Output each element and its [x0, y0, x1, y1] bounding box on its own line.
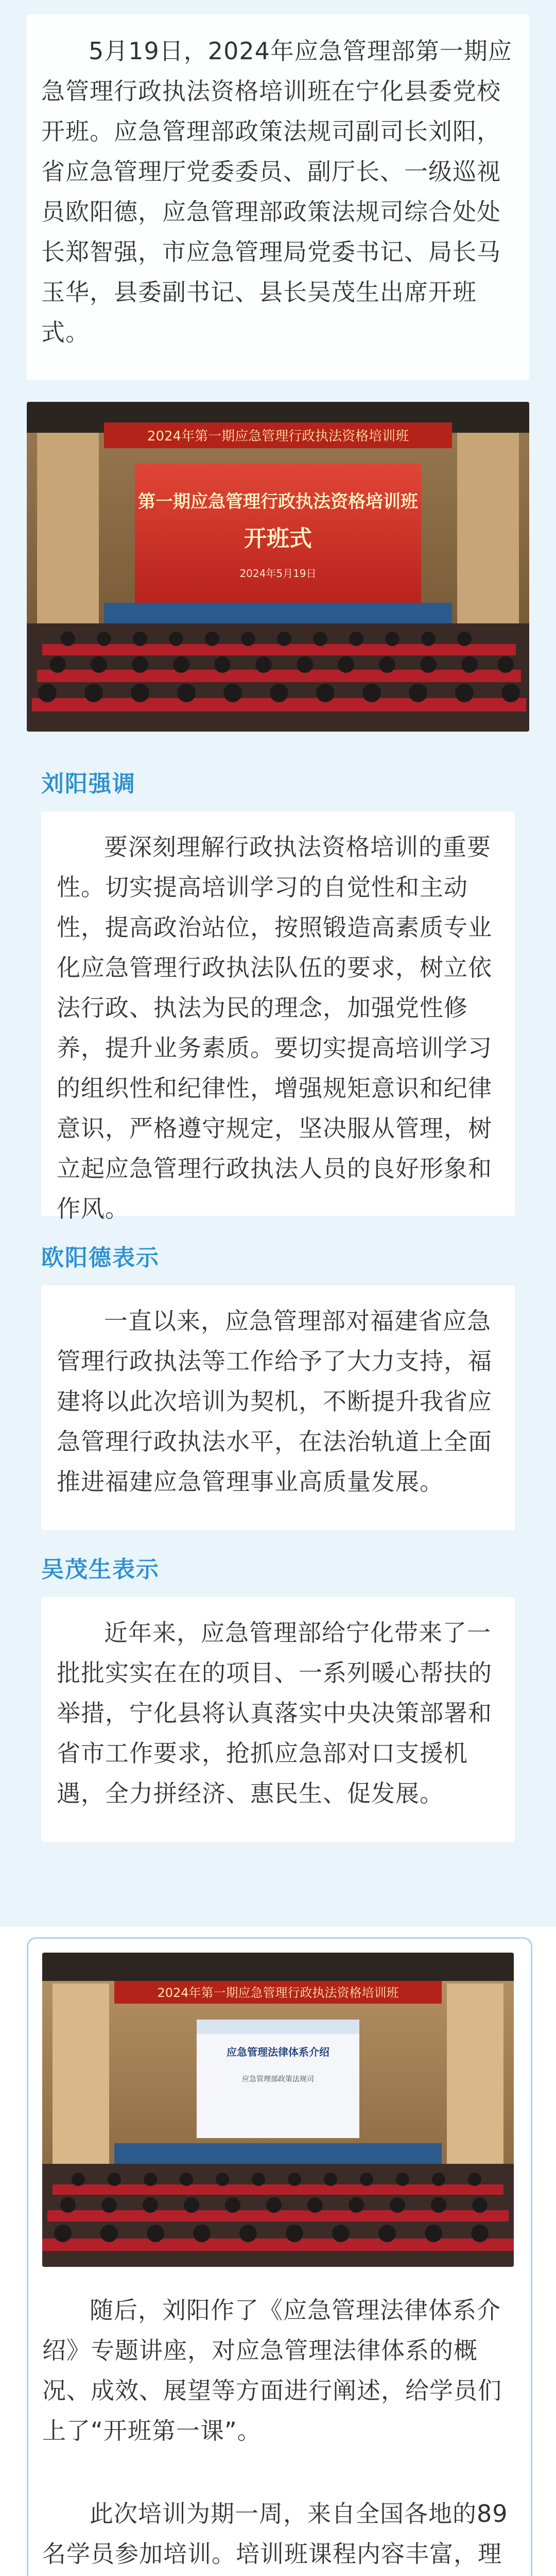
photo2-screen-title: 应急管理法律体系介绍: [227, 2046, 329, 2058]
photo1-banner: 2024年第一期应急管理行政执法资格培训班: [147, 429, 409, 444]
section-text-ouyangde: 一直以来，应急管理部对福建省应急管理行政执法等工作给予了大力支持，福建将以此次培训为契机，不断提升我省应急管理行政执法水平，在法治轨道上全面推进福建应急管理事业高质量发展。: [57, 1307, 492, 1496]
section-text-liuyang: 要深刻理解行政执法资格培训的重要性。切实提高培训学习的自觉性和主动性，提高政治站位，按照锻造高素质专业化应急管理行政执法队伍的要求，树立依法行政、执法为民的理念，加强党性修养，提升业务素质。要切实提高培训学习的组织性和纪律性，增强规矩意识和纪律意识，严格遵守规定，坚决服从管理，树立起应急管理行政执法人员的良好形象和作风。: [57, 833, 492, 1223]
training-paragraph: 此次培训为期一周，来自全国各地的89名学员参加培训。培训班课程内容丰富，理: [42, 2500, 508, 2568]
photo1-screen-title: 第一期应急管理行政执法资格培训班: [138, 492, 418, 512]
intro-paragraph: 5月19日，2024年应急管理部第一期应急管理行政执法资格培训班在宁化县委党校开班。应急管理部政策法规司副司长刘阳，省应急管理厅党委委员、副厅长、一级巡视员欧阳德，应急管理部政策法规司综合处处长郑智强，市应急管理局党委书记、局长马玉华，县委副书记、县长吴茂生出席开班式。: [41, 37, 512, 346]
photo2-screen-sub: 应急管理部政策法规司: [242, 2075, 314, 2083]
section-title-wumaosheng: 吴茂生表示: [41, 1556, 160, 1583]
photo1-screen-sub: 开班式: [244, 526, 312, 552]
photo2-banner: 2024年第一期应急管理行政执法资格培训班: [157, 1986, 399, 2000]
section-title-ouyangde: 欧阳德表示: [41, 1245, 160, 1271]
opening-ceremony-photo[interactable]: [27, 402, 529, 732]
photo1-screen-date: 2024年5月19日: [239, 567, 317, 580]
section-text-wumaosheng: 近年来，应急管理部给宁化带来了一批批实实在在的项目、一系列暖心帮扶的举措，宁化县将认真落实中央决策部署和省市工作要求，抢抓应急部对口支援机遇，全力拼经济、惠民生、促发展。: [57, 1619, 492, 1807]
lecture-photo[interactable]: [42, 1953, 514, 2267]
lecture-paragraph: 随后，刘阳作了《应急管理法律体系介绍》专题讲座，对应急管理法律体系的概况、成效、展望等方面进行阐述，给学员们上了“开班第一课”。: [42, 2296, 502, 2445]
section-title-liuyang: 刘阳强调: [41, 771, 136, 797]
